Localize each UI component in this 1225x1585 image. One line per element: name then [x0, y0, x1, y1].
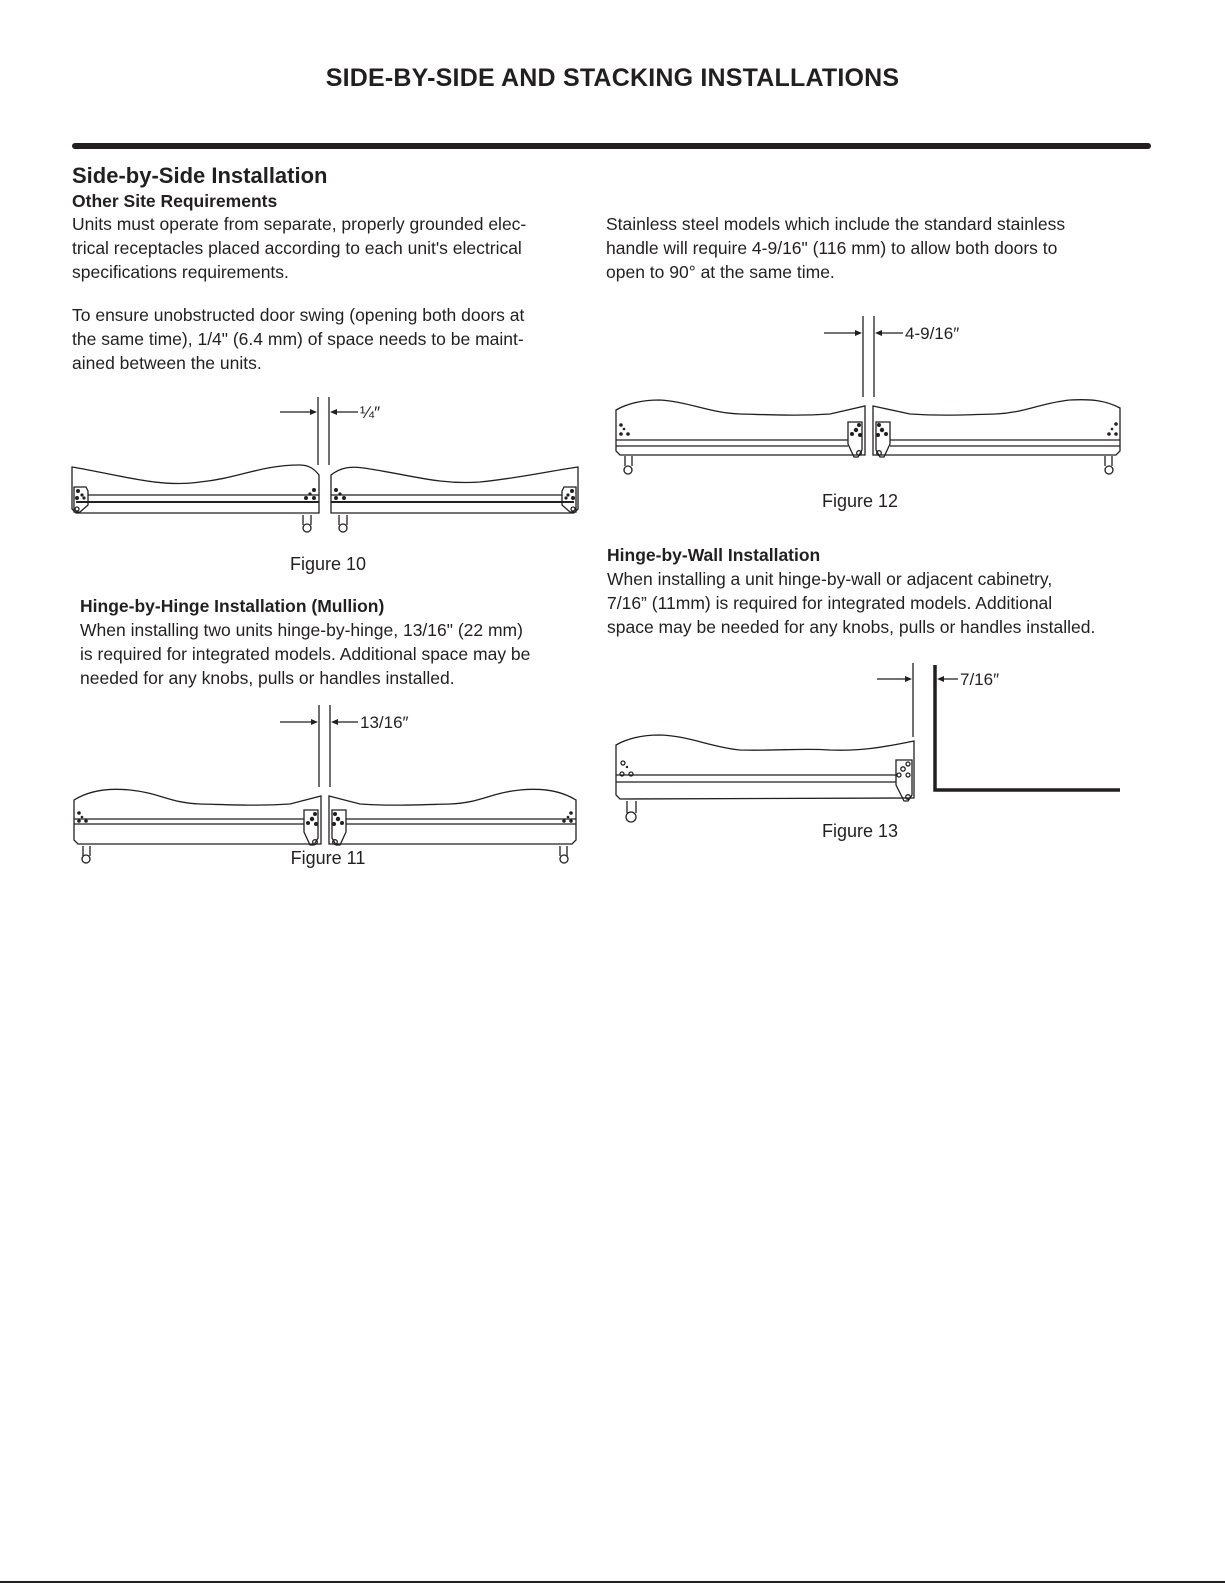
- arrowhead-icon: [331, 719, 338, 725]
- text-line: needed for any knobs, pulls or handles installed.: [80, 668, 455, 688]
- dimension-label: 7/16″: [960, 670, 1000, 689]
- text-line: space may be needed for any knobs, pulls or handles installed.: [607, 617, 1096, 637]
- text-line: ained between the units.: [72, 353, 262, 373]
- section-title-side-by-side: Side-by-Side Installation: [72, 163, 328, 188]
- figure-12-caption: Figure 12: [821, 491, 899, 511]
- figure-13-caption: Figure 13: [821, 821, 899, 841]
- figure-11-caption: Figure 11: [290, 848, 366, 868]
- arrowhead-icon: [855, 330, 862, 336]
- left-unit: [616, 400, 865, 474]
- text-line: is required for integrated models. Additional space may be: [80, 644, 531, 664]
- paragraph-door-swing: [72, 303, 524, 375]
- text-line: trical receptacles placed according to each unit's electrical: [72, 238, 522, 258]
- text-line: handle will require 4-9/16" (116 mm) to allow both doors to: [606, 238, 1058, 258]
- paragraph-stainless: [606, 212, 1065, 284]
- figure-13-diagram: [600, 645, 1140, 825]
- subsection-title-hinge-by-hinge: Hinge-by-Hinge Installation (Mullion): [80, 596, 385, 616]
- paragraph-electrical: [72, 212, 526, 284]
- title-divider: [72, 143, 1151, 149]
- dimension-label: 13/16″: [360, 713, 409, 732]
- text-line: When installing two units hinge-by-hinge, 13/16" (22 mm): [80, 620, 523, 640]
- figure-11-diagram: [60, 690, 600, 865]
- page-title: SIDE-BY-SIDE AND STACKING INSTALLATIONS: [325, 64, 900, 92]
- dimension-label: 4-9/16″: [905, 324, 960, 343]
- arrowhead-icon: [937, 676, 944, 682]
- paragraph-hinge-by-hinge: [80, 618, 530, 690]
- subsection-title-other-site-requirements: Other Site Requirements: [72, 191, 278, 211]
- bottom-border: [0, 1581, 1225, 1583]
- left-unit: [72, 465, 319, 532]
- text-line: When installing a unit hinge-by-wall or adjacent cabinetry,: [607, 569, 1053, 589]
- text-line: specifications requirements.: [72, 262, 289, 282]
- text-line: Units must operate from separate, properly grounded elec-: [72, 214, 527, 234]
- figure-10-caption: Figure 10: [289, 554, 367, 574]
- arrowhead-icon: [875, 330, 882, 336]
- text-line: 7/16” (11mm) is required for integrated models. Additional: [607, 593, 1053, 613]
- arrowhead-icon: [905, 676, 912, 682]
- text-line: the same time), 1/4" (6.4 mm) of space needs to be maint-: [72, 329, 524, 349]
- right-unit: [331, 467, 578, 532]
- arrowhead-icon: [311, 719, 318, 725]
- arrowhead-icon: [330, 409, 337, 415]
- text-line: To ensure unobstructed door swing (opening both doors at: [72, 305, 525, 325]
- unit: [616, 735, 914, 822]
- subsection-title-hinge-by-wall: Hinge-by-Wall Installation: [607, 545, 821, 565]
- dimension-label: ¼″: [360, 403, 381, 422]
- figure-10-diagram: [60, 385, 600, 535]
- figure-12-diagram: [600, 300, 1140, 480]
- right-unit: [873, 400, 1120, 474]
- text-line: open to 90° at the same time.: [606, 262, 835, 282]
- text-line: Stainless steel models which include the standard stainless: [606, 214, 1066, 234]
- paragraph-hinge-by-wall: [607, 567, 1095, 639]
- arrowhead-icon: [310, 409, 317, 415]
